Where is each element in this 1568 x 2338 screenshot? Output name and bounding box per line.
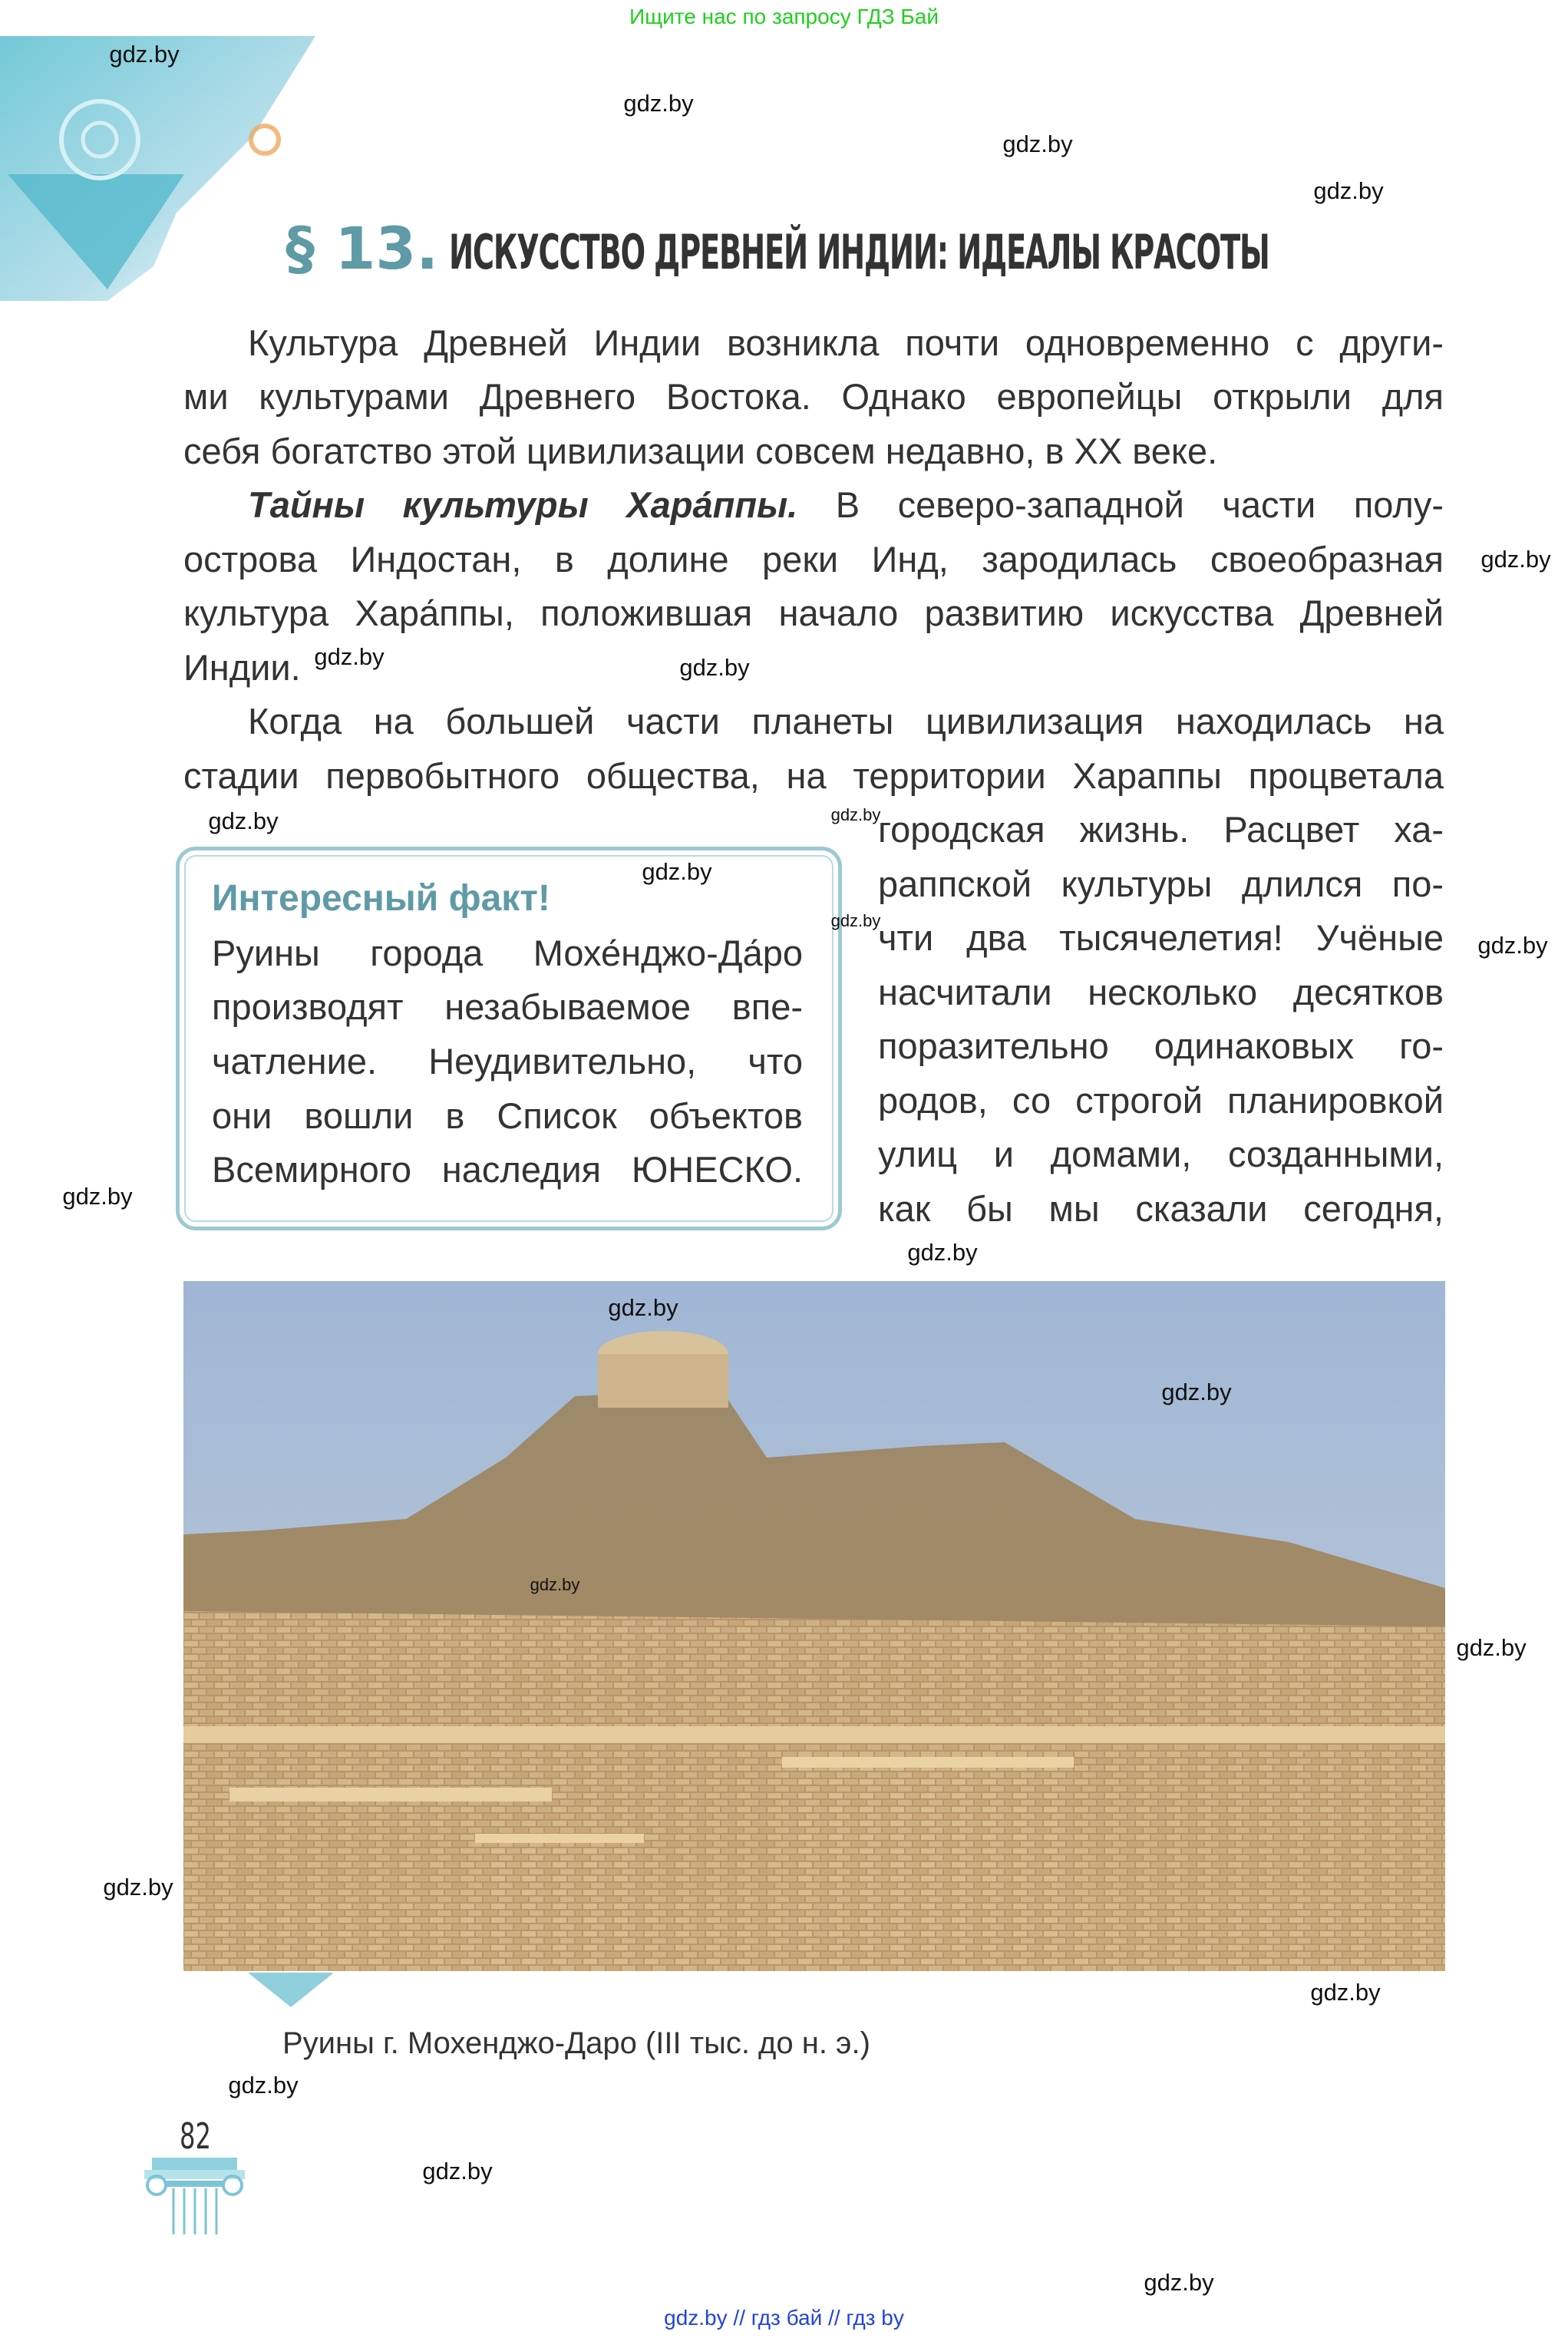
decorative-corner-ornament [0, 36, 315, 301]
watermark: gdz.by [208, 807, 279, 834]
watermark: gdz.by [1456, 1634, 1527, 1661]
body-text-line: улиц и домами, созданными, [878, 1134, 1444, 1174]
body-text-line: городская жизнь. Расцвет ха- [878, 809, 1444, 850]
watermark: gdz.by [1161, 1379, 1232, 1405]
watermark: gdz.by [422, 2158, 493, 2184]
mohenjo-daro-ruins-photo [183, 1281, 1445, 1971]
body-text-line: насчитали несколько десятков [878, 972, 1444, 1012]
watermark: gdz.by [109, 41, 180, 68]
fact-box-line: чатление. Неудивительно, что [212, 1041, 803, 1081]
body-text-line: родов, со строгой планировкой [878, 1080, 1444, 1121]
footer-links[interactable]: gdz.by // гдз бай // гдз by [664, 2306, 904, 2330]
body-text-line: чти два тысячелетия! Учёные [878, 917, 1444, 958]
subheading: Тайны культуры Хара́ппы. [248, 484, 798, 525]
body-text-line: стадии первобытного общества, на территории Хараппы процветала [183, 755, 1444, 796]
watermark: gdz.by [1310, 1979, 1381, 2006]
body-text-line: Культура Древней Индии возникла почти одновременно с други- [248, 322, 1444, 363]
section-title [286, 216, 1568, 281]
top-banner-link[interactable]: Ищите нас по запросу ГДЗ Бай [629, 5, 939, 28]
watermark: gdz.by [1144, 2269, 1214, 2296]
body-text-line-subheading [248, 478, 1444, 532]
watermark: gdz.by [1477, 932, 1548, 959]
fact-box-title: Интересный факт! [212, 878, 550, 919]
watermark: gdz.by [642, 858, 712, 885]
watermark: gdz.by [314, 643, 385, 670]
body-text-line: себя богатство этой цивилизации совсем недавно, в XX веке. [183, 431, 1218, 471]
watermark: gdz.by [679, 654, 750, 681]
watermark: gdz.by [228, 2072, 299, 2099]
body-text-line: острова Индостан, в долине реки Инд, зародилась своеобразная [183, 539, 1444, 580]
section-number: § 13. [286, 214, 439, 282]
fact-box-line: Всемирного наследия ЮНЕСКО. [212, 1149, 803, 1190]
watermark: gdz.by [830, 911, 881, 930]
ionic-column-icon [144, 2158, 245, 2234]
watermark: gdz.by [103, 1874, 173, 1900]
page-number: 82 [180, 2115, 211, 2157]
fact-box-line: Руины города Мохе́нджо-Да́ро [212, 933, 803, 973]
watermark: gdz.by [608, 1294, 678, 1321]
watermark: gdz.by [530, 1575, 580, 1594]
fact-box-line: они вошли в Список объектов [212, 1095, 803, 1136]
body-text-line: ми культурами Древнего Востока. Однако европейцы открыли для [183, 376, 1444, 417]
body-text-line: как бы мы сказали сегодня, [878, 1188, 1444, 1229]
body-text: В северо-западной части полу- [797, 484, 1444, 525]
watermark: gdz.by [1002, 130, 1073, 157]
watermark: gdz.by [830, 805, 881, 824]
body-text-line: Индии. [183, 647, 301, 688]
watermark: gdz.by [62, 1183, 133, 1210]
watermark: gdz.by [907, 1239, 978, 1266]
fact-box-line: производят незабываемое впе- [212, 986, 803, 1027]
watermark: gdz.by [1481, 546, 1551, 573]
watermark: gdz.by [623, 90, 694, 117]
body-text-line: раппской культуры длился по- [878, 864, 1444, 904]
caption-pointer-triangle [248, 1973, 334, 2007]
photo-caption: Руины г. Мохенджо-Даро (III тыс. до н. э.) [282, 2026, 870, 2060]
body-text-line: Когда на большей части планеты цивилизация находилась на [248, 701, 1444, 741]
watermark: gdz.by [1313, 177, 1384, 204]
body-text-line: поразительно одинаковых го- [878, 1025, 1444, 1066]
body-text-line: культура Хара́ппы, положившая начало развитию искусства Древней [183, 593, 1444, 633]
section-heading: ИСКУССТВО ДРЕВНЕЙ ИНДИИ: ИДЕАЛЫ КРАСОТЫ [449, 224, 1269, 280]
